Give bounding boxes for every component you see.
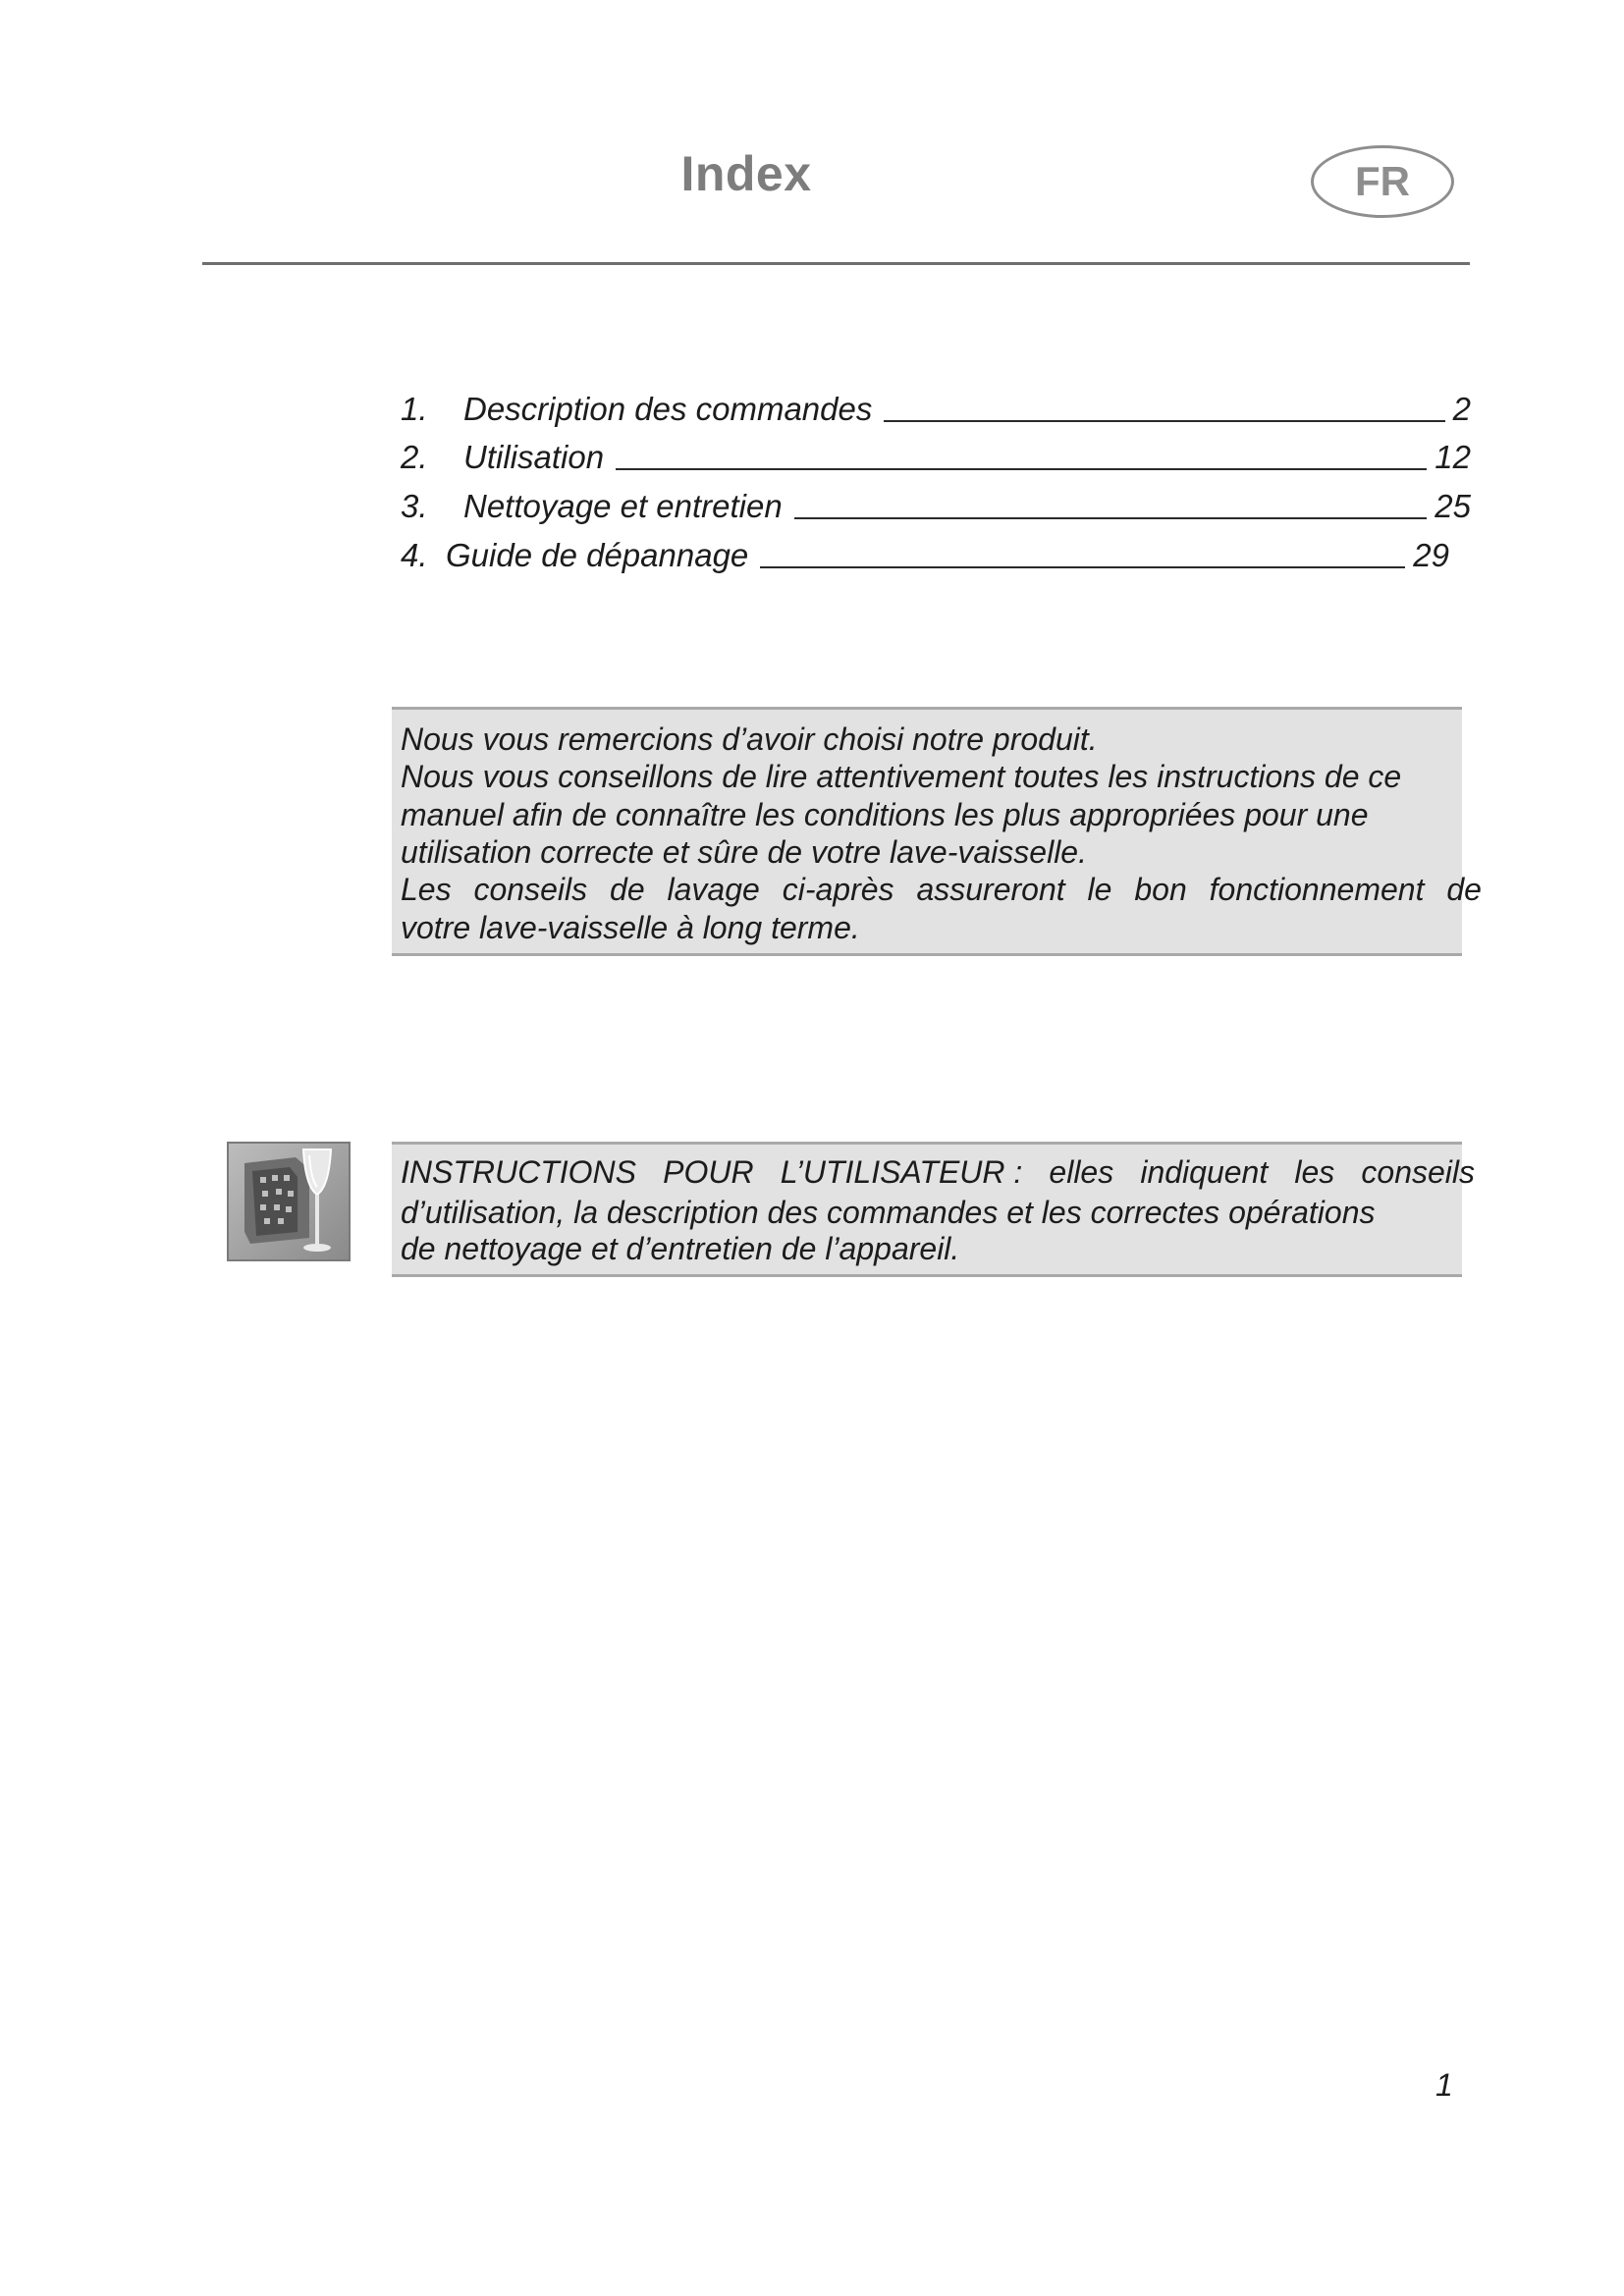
toc-entry-number: 1.	[401, 391, 428, 427]
toc-leader-line	[760, 566, 1405, 568]
intro-line: Nous vous conseillons de lire attentivement toutes les instructions de ce	[401, 759, 1402, 794]
dishwasher-glass-icon-graphic	[227, 1142, 351, 1261]
instructions-word: L’UTILISATEUR :	[780, 1154, 1023, 1190]
intro-word: ci-après	[782, 872, 894, 907]
intro-word: bon	[1134, 872, 1187, 907]
intro-word: fonctionnement	[1209, 872, 1425, 907]
instructions-line: d’utilisation, la description des commandes et les correctes opérations	[401, 1195, 1376, 1230]
intro-line: Nous vous remercions d’avoir choisi notre produit.	[401, 721, 1098, 757]
toc-entry-2[interactable]	[401, 435, 1471, 476]
instructions-word: INSTRUCTIONS	[401, 1154, 636, 1190]
instructions-word: elles	[1049, 1154, 1114, 1190]
intro-word: lavage	[667, 872, 760, 907]
toc-entry-4[interactable]	[401, 533, 1449, 574]
toc-leader-line	[616, 468, 1427, 470]
page-title: Index	[680, 146, 812, 201]
toc-entry-number: 2.	[401, 439, 428, 475]
intro-line-justified	[401, 872, 1482, 908]
intro-word: Les	[401, 872, 452, 907]
instructions-line-justified	[401, 1154, 1475, 1191]
instructions-line: de nettoyage et d’entretien de l’appareil.	[401, 1231, 960, 1266]
toc-leader-line	[794, 517, 1428, 519]
intro-word: conseils	[473, 872, 588, 907]
toc-leader-line	[884, 420, 1444, 422]
toc-entry-page: 25	[1435, 488, 1471, 524]
intro-note-box	[392, 707, 1482, 956]
toc-entry-1[interactable]	[401, 387, 1471, 428]
toc-entry-page: 29	[1413, 537, 1449, 573]
instructions-word: les	[1294, 1154, 1335, 1190]
intro-line: utilisation correcte et sûre de votre lave-vaisselle.	[401, 834, 1087, 870]
intro-word: assureront	[916, 872, 1065, 907]
intro-word: de	[610, 872, 645, 907]
instructions-word: indiquent	[1140, 1154, 1269, 1190]
instructions-word: conseils	[1361, 1154, 1475, 1190]
toc-entry-title: Description des commandes	[463, 391, 873, 427]
intro-line: manuel afin de connaître les conditions les plus appropriées pour une	[401, 797, 1369, 832]
intro-word: de	[1446, 872, 1482, 907]
instructions-word: POUR	[663, 1154, 754, 1190]
intro-word: le	[1087, 872, 1112, 907]
page-number: 1	[1435, 2067, 1453, 2103]
user-instructions-box	[392, 1142, 1475, 1277]
toc-entry-3[interactable]	[401, 484, 1471, 525]
toc-entry-title: Utilisation	[463, 439, 605, 475]
header-divider	[202, 262, 1470, 265]
toc-entry-number: 3.	[401, 488, 428, 524]
language-badge: FR	[1311, 145, 1454, 218]
toc-entry-page: 2	[1452, 391, 1471, 427]
toc-entry-number: 4.	[401, 537, 428, 573]
toc-entry-title: Nettoyage et entretien	[463, 488, 783, 524]
intro-line: votre lave-vaisselle à long terme.	[401, 910, 860, 945]
toc-entry-page: 12	[1435, 439, 1471, 475]
toc-entry-title: Guide de dépannage	[446, 537, 749, 573]
dishwasher-glass-icon	[227, 1142, 351, 1261]
